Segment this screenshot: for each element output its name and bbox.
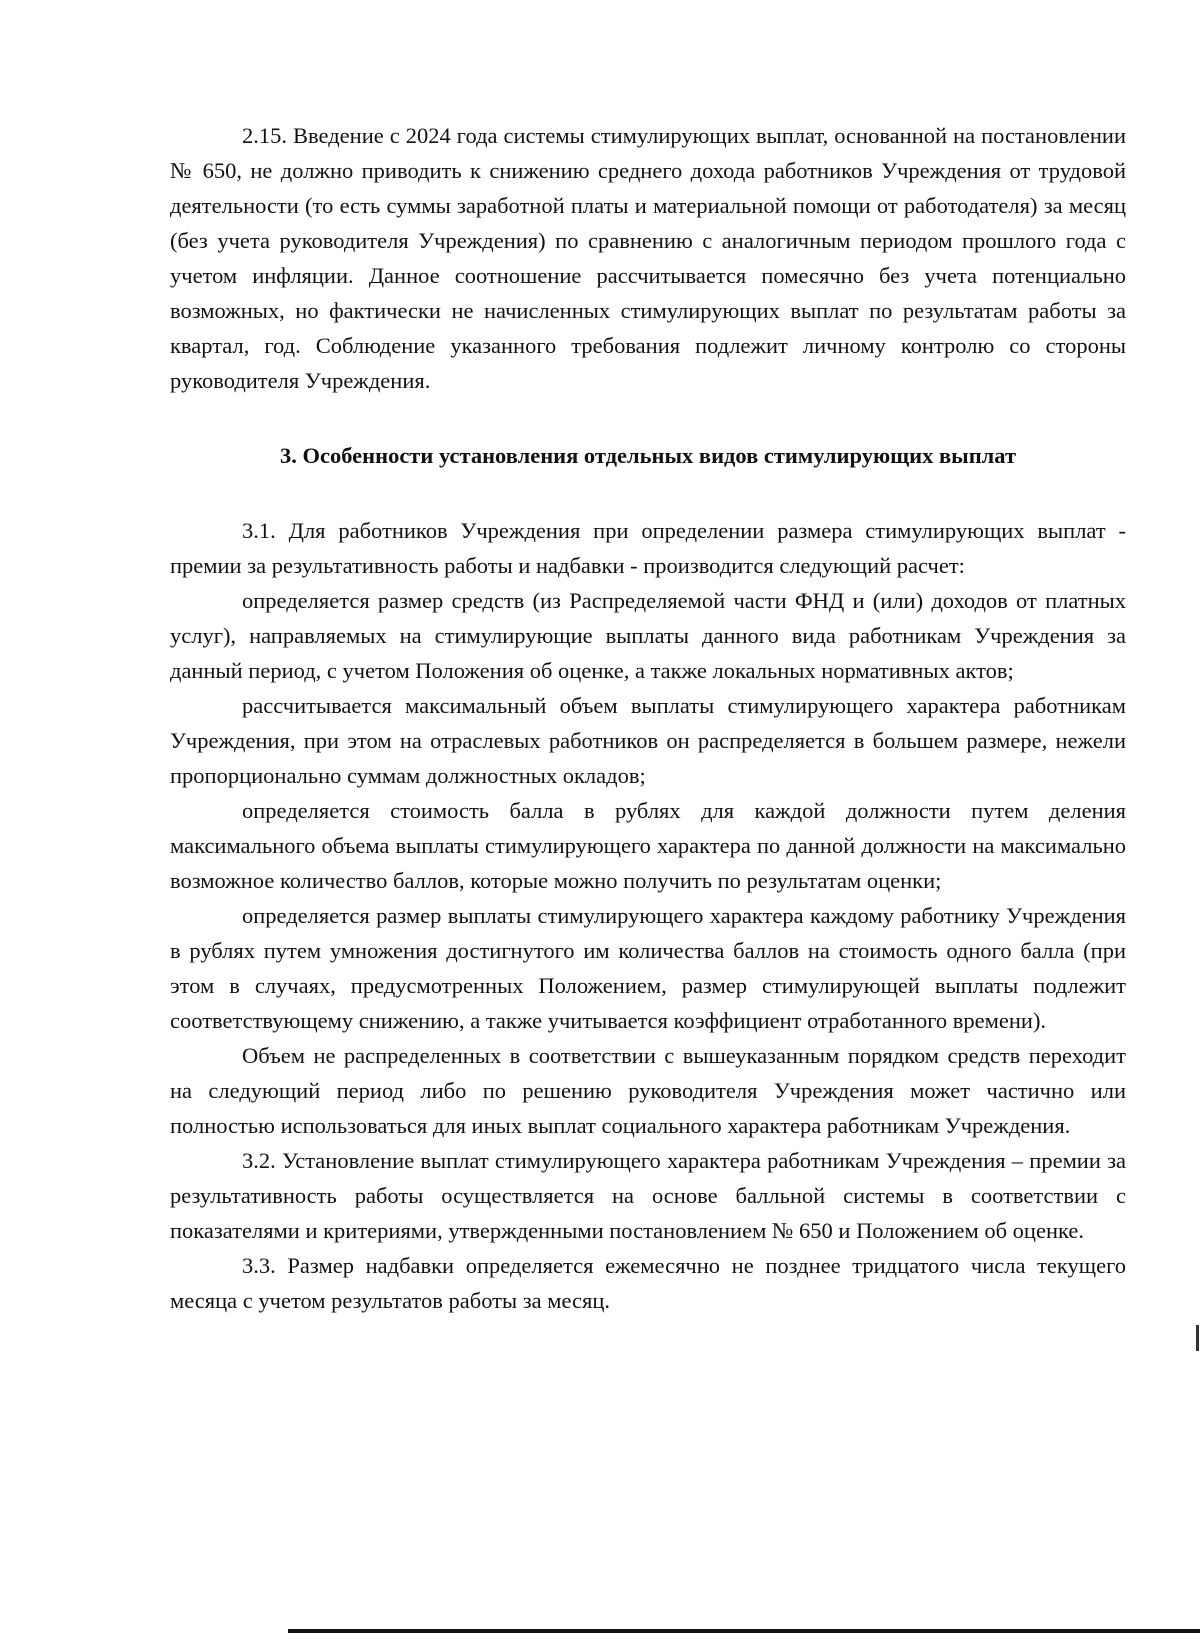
paragraph-3-2: 3.2. Установление выплат стимулирующего характера работникам Учреждения – премии за результативность работы осуществляется на основе балльной системы в соответствии с показателями и критериями, утвержденными постановлением № 650 и Положением об оценке. bbox=[170, 1148, 1126, 1243]
paragraph-max-volume: рассчитывается максимальный объем выплаты стимулирующего характера работникам Учреждения, при этом на отраслевых работников он распределяется в большем размере, нежели пропорционально суммам должностных окладов; bbox=[170, 693, 1126, 788]
scan-edge-mark bbox=[1196, 1325, 1199, 1351]
paragraph-3-3: 3.3. Размер надбавки определяется ежемесячно не позднее тридцатого числа текущего месяца с учетом результатов работы за месяц. bbox=[170, 1253, 1126, 1313]
paragraph-payment-size: определяется размер выплаты стимулирующего характера каждому работнику Учреждения в рублях путем умножения достигнутого им количества баллов на стоимость одного балла (при этом в случаях, предусмотренных Положением, размер стимулирующей выплаты подлежит соответствующему снижению, а также учитывается коэффициент отработанного времени). bbox=[170, 903, 1126, 1033]
paragraph-point-cost: определяется стоимость балла в рублях для каждой должности путем деления максимального объема выплаты стимулирующего характера по данной должности на максимально возможное количество баллов, которые можно получить по результатам оценки; bbox=[170, 798, 1126, 893]
paragraph-funds-determination: определяется размер средств (из Распределяемой части ФНД и (или) доходов от платных услуг), направляемых на стимулирующие выплаты данного вида работникам Учреждения за данный период, с учетом Положения об оценке, а также локальных нормативных актов; bbox=[170, 588, 1126, 683]
document-body bbox=[170, 118, 1126, 1318]
paragraph-undistributed-funds: Объем не распределенных в соответствии с вышеуказанным порядком средств переходит на следующий период либо по решению руководителя Учреждения может частично или полностью использоваться для иных выплат социального характера работникам Учреждения. bbox=[170, 1043, 1126, 1138]
paragraph-2-15: 2.15. Введение с 2024 года системы стимулирующих выплат, основанной на постановлении № 650, не должно приводить к снижению среднего дохода работников Учреждения от трудовой деятельности (то есть суммы заработной платы и материальной помощи от работодателя) за месяц (без учета руководителя Учреждения) по сравнению с аналогичным периодом прошлого года с учетом инфляции. Данное соотношение рассчитывается помесячно без учета потенциально возможных, но фактически не начисленных стимулирующих выплат по результатам работы за квартал, год. Соблюдение указанного требования подлежит личному контролю со стороны руководителя Учреждения. bbox=[170, 123, 1126, 393]
section-heading: 3. Особенности установления отдельных видов стимулирующих выплат bbox=[279, 443, 1017, 468]
paragraph-3-1: 3.1. Для работников Учреждения при определении размера стимулирующих выплат - премии за результативность работы и надбавки - производится следующий расчет: bbox=[170, 518, 1126, 578]
scan-bottom-edge-line bbox=[288, 1629, 1200, 1633]
